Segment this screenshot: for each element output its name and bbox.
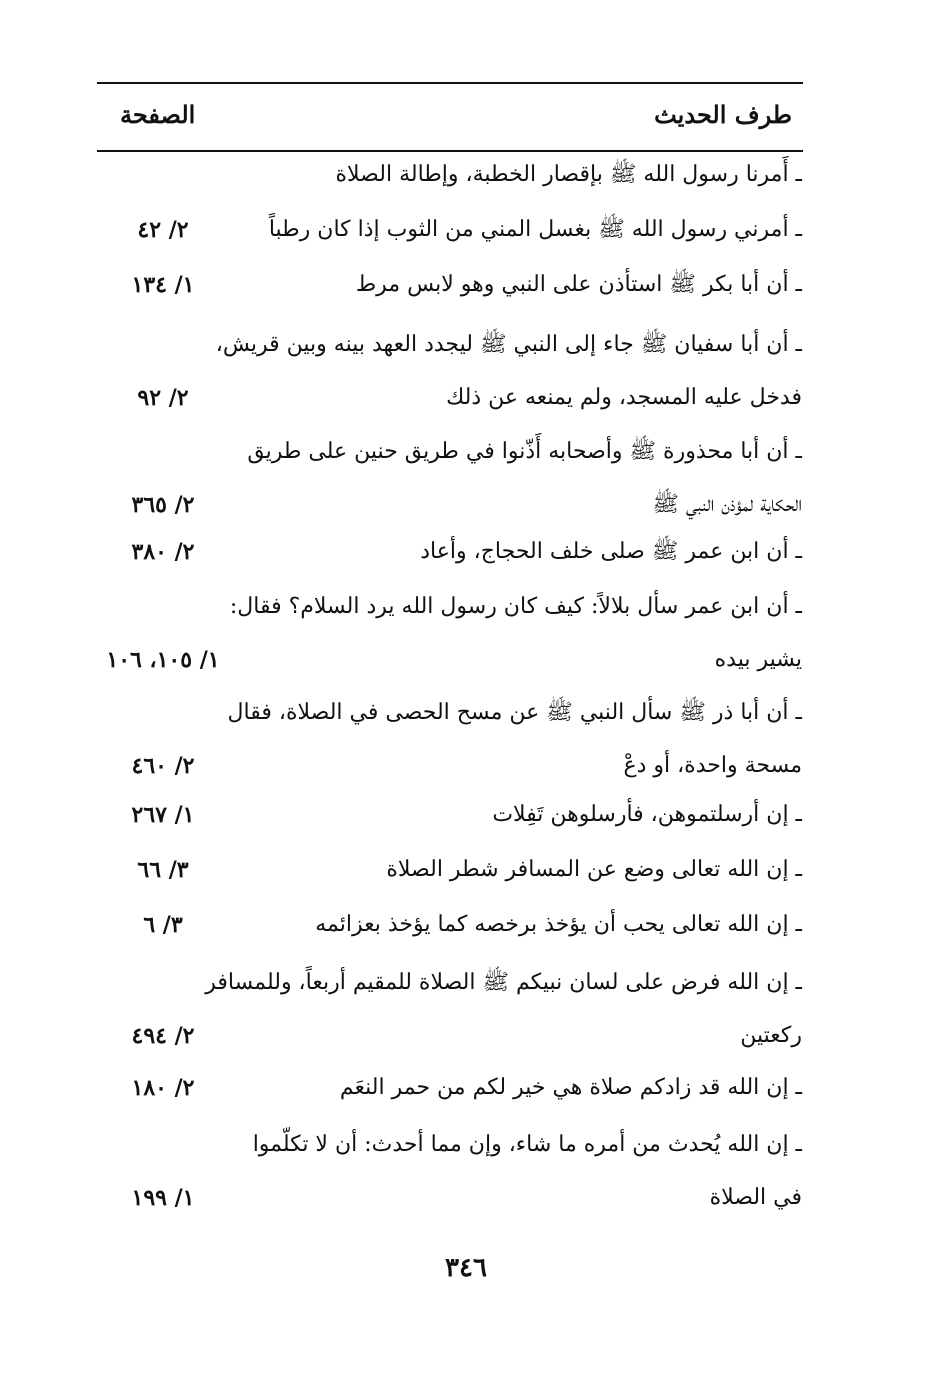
hadith-text-line: ـ إن الله قد زادكم صلاة هي خير لكم من حمر النعَم [339, 1075, 802, 1100]
page-reference: ٢/ ٤٩٤ [131, 1023, 195, 1049]
page-reference: ٣/ ٦ [143, 912, 183, 938]
hadith-text-line: ـ أن أبا محذورة ﷺ وأصحابه أَذّنوا في طريق حنين على طريق [247, 439, 802, 464]
page-reference: ١/ ٢٦٧ [131, 802, 195, 828]
page-column-header: الصفحة [120, 100, 196, 129]
hadith-text-line: مسحة واحدة، أو دعْ [623, 753, 802, 778]
index-entry [100, 968, 802, 1074]
page-reference: ١/ ١٣٤ [131, 272, 195, 298]
index-entry [100, 330, 802, 436]
header-rule [97, 150, 803, 152]
hadith-text-line: ـ إن أرسلتموهن، فأرسلوهن تَفِلات [492, 802, 802, 827]
hadith-text-line: ركعتين [740, 1023, 802, 1048]
index-entry [100, 537, 802, 590]
page-reference: ٣/ ٦٦ [137, 857, 189, 883]
index-entry [100, 592, 802, 698]
page-reference: ١/ ١٠٥، ١٠٦ [106, 647, 220, 673]
hadith-text-line: ـ إن الله فرض على لسان نبيكم ﷺ الصلاة للمقيم أربعاً، وللمسافر [205, 970, 802, 995]
index-entry [100, 1130, 802, 1236]
hadith-text-line: ـ أمرني رسول الله ﷺ بغسل المني من الثوب إذا كان رطباً [268, 217, 802, 242]
index-entry [100, 698, 802, 804]
hadith-text-line: ـ أن أبا بكر ﷺ استأذن على النبي وهو لابس مرط [355, 272, 802, 297]
hadith-text-line: يشير بيده [714, 647, 802, 672]
index-entry [100, 1073, 802, 1126]
page-reference: ٢/ ٤٦٠ [131, 753, 195, 779]
index-entry [100, 160, 802, 213]
hadith-text-line: ـ إن الله تعالى وضع عن المسافر شطر الصلاة [386, 857, 802, 882]
hadith-text-line: فدخل عليه المسجد، ولم يمنعه عن ذلك [446, 385, 802, 410]
index-entry [100, 910, 802, 963]
page-number: ٣٤٦ [445, 1253, 487, 1283]
page-reference: ٢/ ٩٢ [137, 385, 189, 411]
page-reference: ١/ ١٩٩ [131, 1185, 195, 1211]
hadith-text-line: ـ أن أبا سفيان ﷺ جاء إلى النبي ﷺ ليجدد العهد بينه وبين قريش، [215, 332, 802, 357]
page-reference: ٢/ ٣٨٠ [131, 539, 195, 565]
hadith-column-header: طرف الحديث [654, 100, 792, 129]
hadith-text-line: ـ إن الله تعالى يحب أن يؤخذ برخصه كما يؤخذ بعزائمه [315, 912, 802, 937]
hadith-text-line: ـ إن الله يُحدث من أمره ما شاء، وإن مما أحدث: أن لا تكلّموا [252, 1132, 802, 1157]
index-entry [100, 800, 802, 853]
index-entry [100, 270, 802, 323]
hadith-text-line: ـ أن ابن عمر ﷺ صلى خلف الحجاج، وأعاد [420, 539, 802, 564]
index-entry [100, 215, 802, 268]
page-reference: ٢/ ١٨٠ [131, 1075, 195, 1101]
hadith-text-line: الحكاية لمؤذن النبي ﷺ [652, 492, 802, 517]
index-entry [100, 437, 802, 543]
page-reference: ٢/ ٤٢ [137, 217, 189, 243]
hadith-text-line: ـ أن أبا ذر ﷺ سأل النبي ﷺ عن مسح الحصى في الصلاة، فقال [227, 700, 802, 725]
top-rule [97, 82, 803, 84]
hadith-text-line: في الصلاة [709, 1185, 802, 1210]
hadith-text-line: ـ أن ابن عمر سأل بلالاً: كيف كان رسول الله يرد السلام؟ فقال: [229, 594, 802, 619]
hadith-text-line: ـ أَمرنا رسول الله ﷺ بإقصار الخطبة، وإطالة الصلاة [335, 162, 802, 187]
index-entry [100, 855, 802, 908]
page-reference: ٢/ ٣٦٥ [131, 492, 195, 518]
